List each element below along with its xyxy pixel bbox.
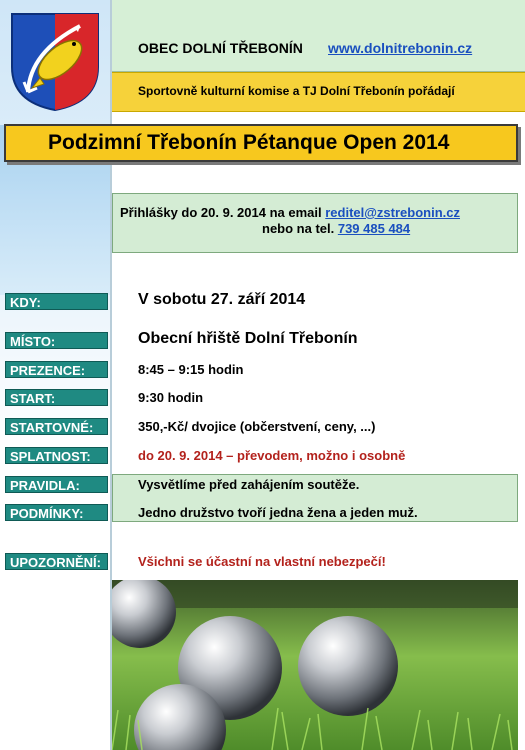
value-pravidla: Vysvětlíme před zahájením soutěže. [138, 477, 360, 492]
value-kdy: V sobotu 27. září 2014 [138, 291, 306, 308]
value-podminky: Jedno družstvo tvoří jedna žena a jeden muž. [138, 505, 418, 520]
label-misto: MÍSTO: [5, 332, 108, 349]
registration-email-link[interactable]: reditel@zstrebonin.cz [325, 205, 460, 220]
label-startovne: STARTOVNÉ: [5, 418, 108, 435]
value-startovne: 350,-Kč/ dvojice (občerstvení, ceny, ...) [138, 419, 376, 434]
value-upozorneni: Všichni se účastní na vlastní nebezpečí! [138, 554, 386, 569]
value-misto: Obecní hřiště Dolní Třebonín [138, 330, 358, 347]
label-pravidla: PRAVIDLA: [5, 476, 108, 493]
value-start: 9:30 hodin [138, 390, 204, 405]
petanque-balls-illustration [112, 580, 518, 750]
registration-prefix: Přihlášky do 20. 9. 2014 na email [120, 205, 326, 220]
header-top [112, 0, 525, 72]
event-title: Podzimní Třebonín Pétanque Open 2014 [48, 131, 450, 154]
municipal-crest-fish-arrow-icon [10, 12, 100, 112]
municipality-name: OBEC DOLNÍ TŘEBONÍN [138, 40, 303, 56]
label-start: START: [5, 389, 108, 406]
registration-phone-link[interactable]: 739 485 484 [337, 221, 411, 236]
registration-line-phone [262, 221, 410, 236]
website-link[interactable]: www.dolnitrebonin.cz [328, 40, 473, 56]
label-prezence: PREZENCE: [5, 361, 108, 378]
value-prezence: 8:45 – 9:15 hodin [138, 362, 244, 377]
label-kdy: KDY: [5, 293, 108, 310]
registration-line-email [120, 205, 460, 220]
petanque-balls-photo [112, 580, 518, 750]
label-upozorneni: UPOZORNĚNÍ: [5, 553, 108, 570]
organizer-text: Sportovně kulturní komise a TJ Dolní Třebonín pořádají [138, 84, 455, 98]
registration-phone-prefix: nebo na tel. [262, 221, 338, 236]
value-splatnost: do 20. 9. 2014 – převodem, možno i osobně [138, 448, 406, 463]
label-splatnost: SPLATNOST: [5, 447, 108, 464]
label-podminky: PODMÍNKY: [5, 504, 108, 521]
